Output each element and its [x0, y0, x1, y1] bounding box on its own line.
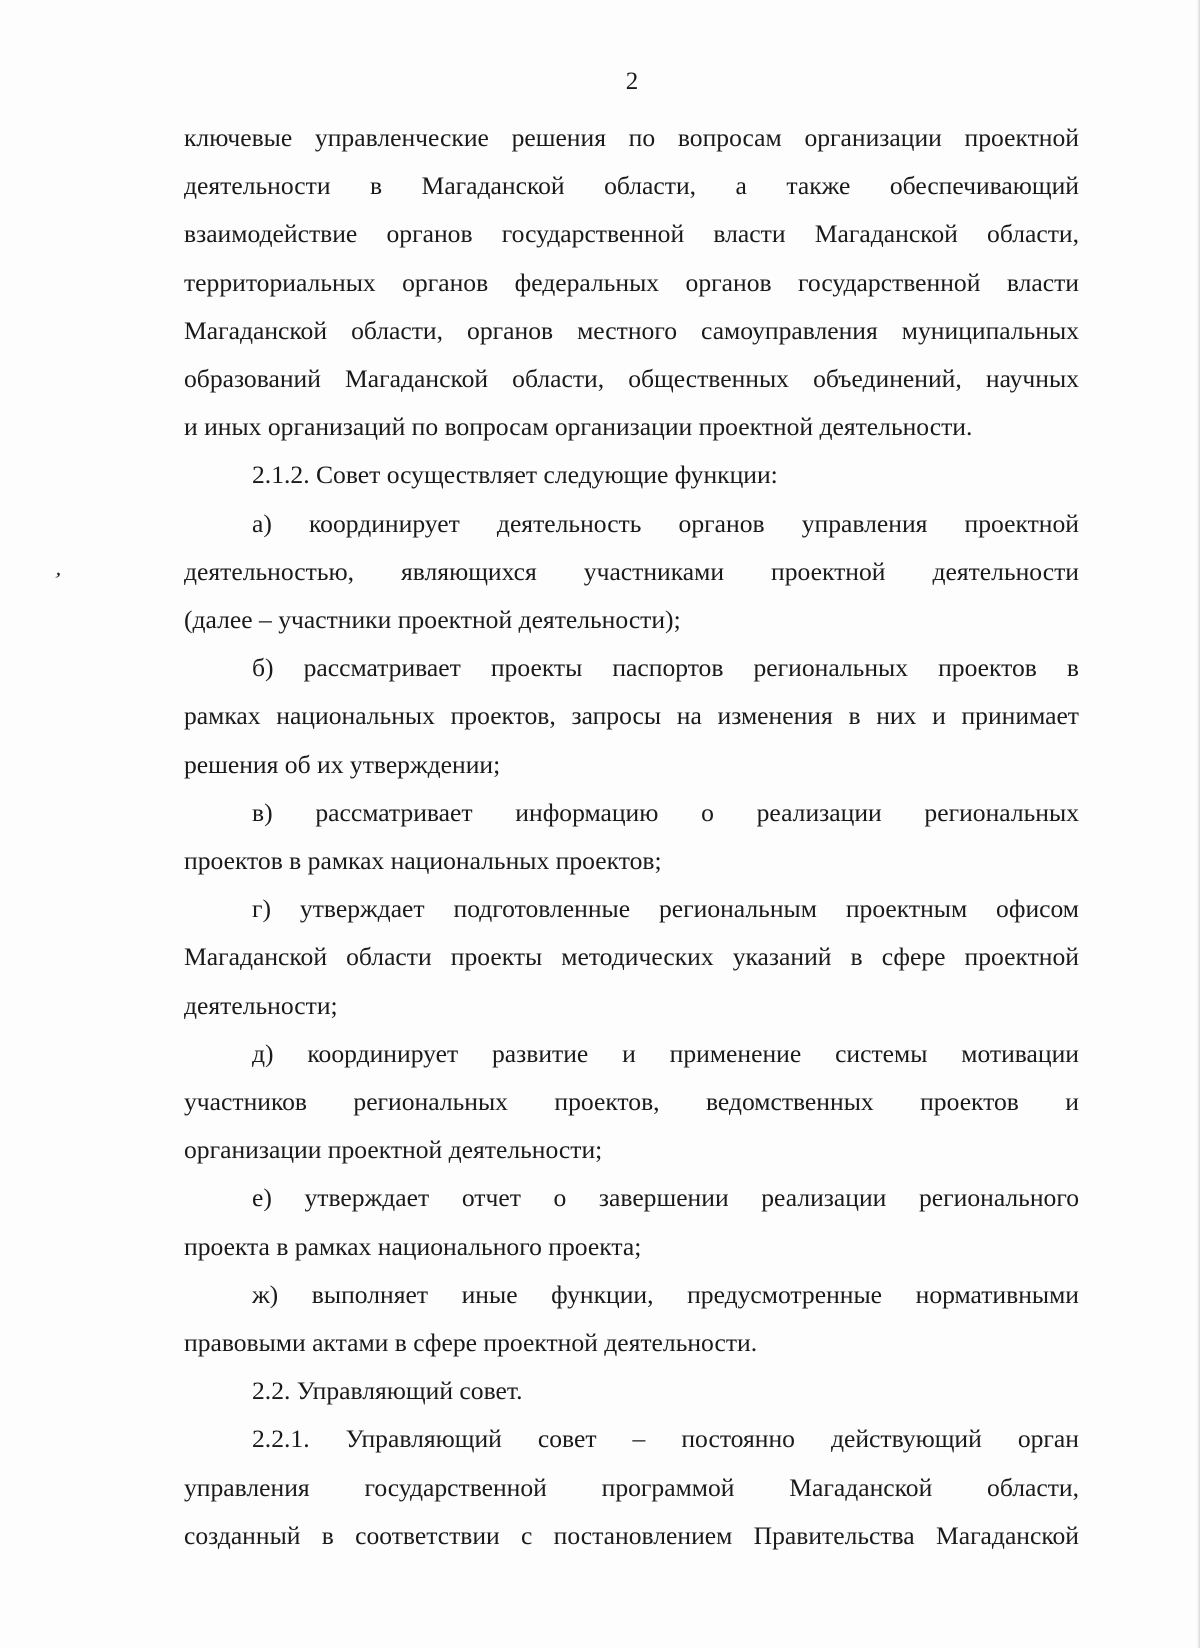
- text-line: участников региональных проектов, ведомственных проектов и: [184, 1087, 1079, 1117]
- section-2-2-heading: [184, 1367, 1079, 1415]
- text-line: в) рассматривает информацию о реализации региональных: [252, 797, 1079, 827]
- text-line: ж) выполняет иные функции, предусмотренные нормативными: [252, 1279, 1079, 1309]
- text-line: а) координирует деятельность органов управления проектной: [252, 508, 1079, 538]
- text-line: 2.2. Управляющий совет.: [252, 1376, 523, 1406]
- text-line: деятельности в Магаданской области, а также обеспечивающий: [184, 171, 1079, 201]
- text-line: Магаданской области, органов местного самоуправления муниципальных: [184, 315, 1079, 345]
- text-line: решения об их утверждении;: [184, 749, 501, 779]
- text-line: (далее – участники проектной деятельности);: [184, 605, 681, 635]
- text-line: г) утверждает подготовленные региональным проектным офисом: [252, 894, 1079, 924]
- list-item-e: [184, 1174, 1079, 1270]
- list-item-d: [184, 1030, 1079, 1175]
- text-line: д) координирует развитие и применение системы мотивации: [252, 1038, 1079, 1068]
- text-line: рамках национальных проектов, запросы на изменения в них и принимает: [184, 701, 1079, 731]
- text-line: образований Магаданской области, общественных объединений, научных: [184, 364, 1079, 394]
- text-line: взаимодействие органов государственной власти Магаданской области,: [184, 219, 1079, 249]
- text-line: деятельности;: [184, 990, 338, 1020]
- text-line: ключевые управленческие решения по вопросам организации проектной: [184, 123, 1079, 152]
- paragraph-continuation: [184, 114, 1079, 451]
- list-item-a: [184, 500, 1079, 645]
- list-item-zh: [184, 1271, 1079, 1367]
- section-2-1-2-heading: [184, 451, 1079, 499]
- list-item-v: [184, 789, 1079, 885]
- text-line: е) утверждает отчет о завершении реализации регионального: [252, 1183, 1079, 1213]
- list-item-g: [184, 885, 1079, 1030]
- text-line: 2.1.2. Совет осуществляет следующие функции:: [252, 460, 778, 490]
- text-line: организации проектной деятельности;: [184, 1135, 603, 1165]
- text-line: 2.2.1. Управляющий совет – постоянно действующий орган: [252, 1424, 1079, 1454]
- text-line: созданный в соответствии с постановлением Правительства Магаданской: [184, 1520, 1079, 1550]
- text-line: управления государственной программой Магаданской области,: [184, 1472, 1079, 1502]
- page-number: 2: [625, 68, 639, 95]
- text-line: и иных организаций по вопросам организации проектной деятельности.: [184, 412, 973, 442]
- text-line: территориальных органов федеральных органов государственной власти: [184, 267, 1079, 297]
- text-line: Магаданской области проекты методических указаний в сфере проектной: [184, 942, 1079, 972]
- section-2-2-1: [184, 1415, 1079, 1560]
- text-line: б) рассматривает проекты паспортов региональных проектов в: [252, 653, 1079, 683]
- text-line: проекта в рамках национального проекта;: [184, 1231, 642, 1261]
- text-line: правовыми актами в сфере проектной деятельности.: [184, 1328, 758, 1358]
- text-line: деятельностью, являющихся участниками проектной деятельности: [184, 556, 1079, 586]
- list-item-b: [184, 644, 1079, 789]
- document-body: [184, 114, 1079, 1560]
- text-line: проектов в рамках национальных проектов;: [184, 846, 662, 876]
- stray-pen-mark: ʼ: [50, 566, 64, 593]
